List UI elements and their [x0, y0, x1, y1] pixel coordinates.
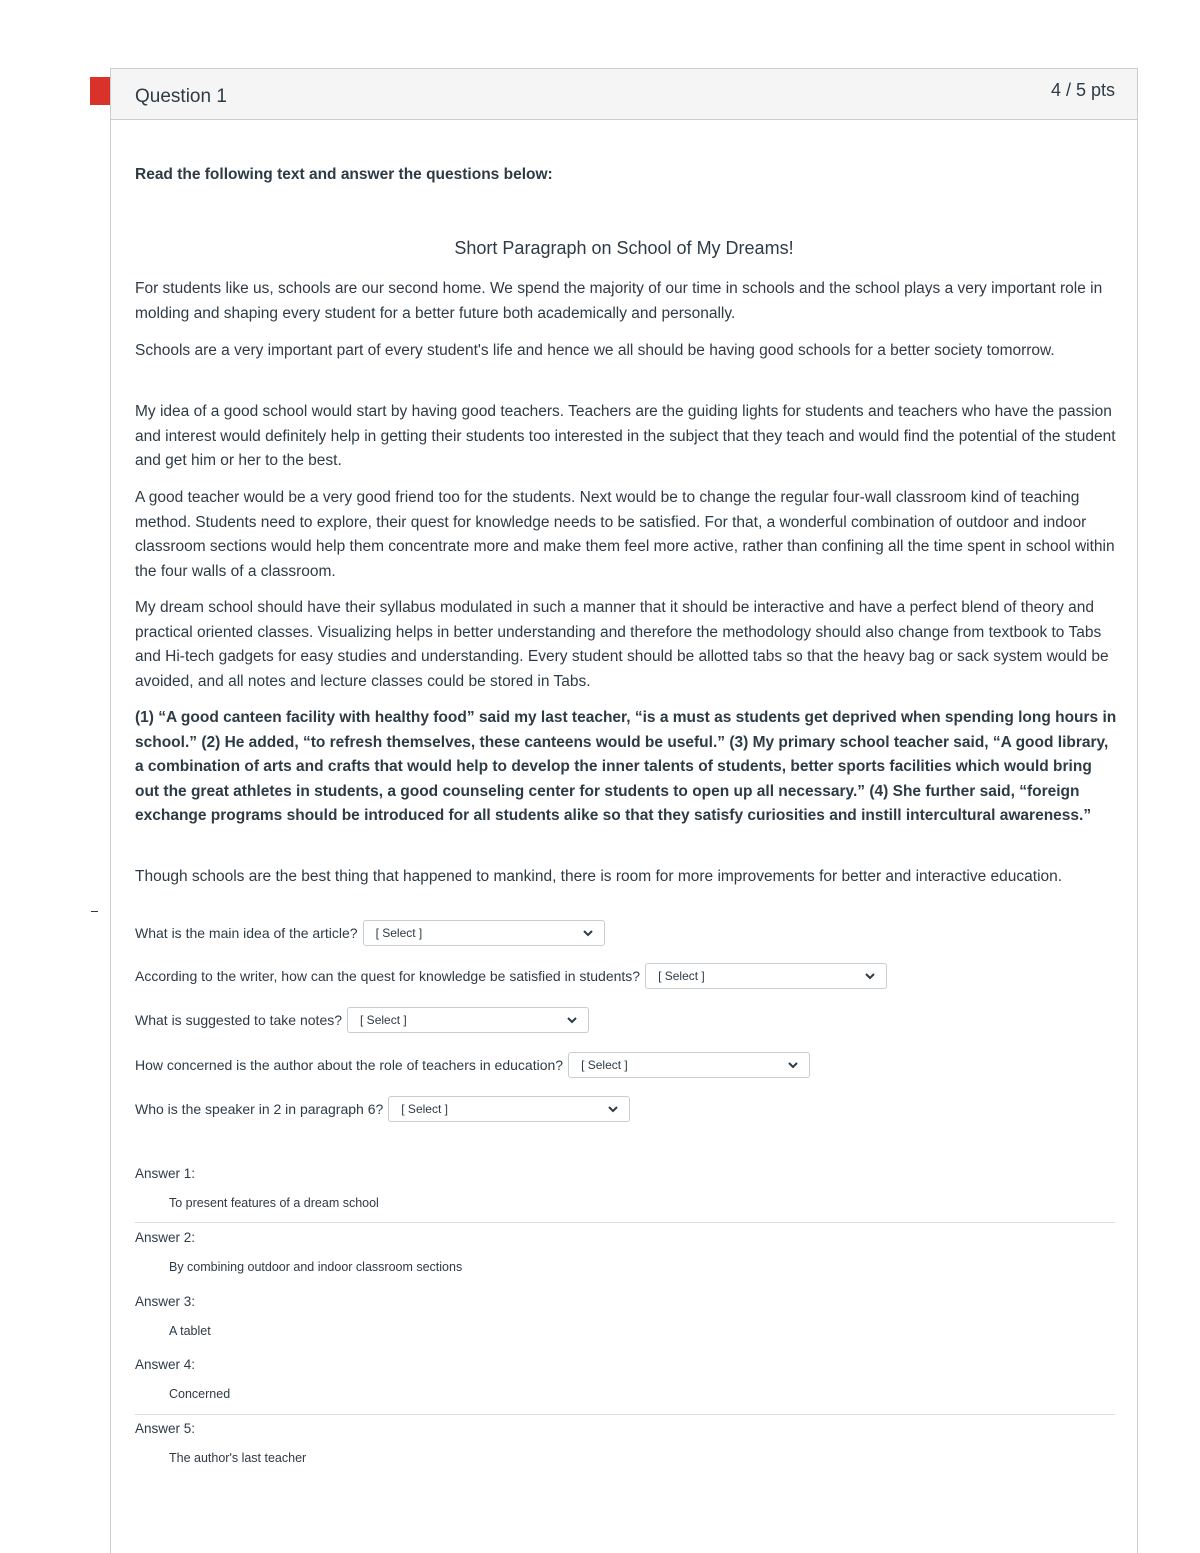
answer-divider	[135, 1414, 1115, 1415]
article-title: Short Paragraph on School of My Dreams!	[454, 238, 794, 258]
answer-select-5[interactable]	[388, 1096, 630, 1122]
answer-select-3[interactable]	[347, 1007, 589, 1033]
question-title: Question 1	[135, 86, 227, 107]
instructions: Read the following text and answer the questions below:	[135, 166, 553, 183]
question-row-5	[135, 1096, 630, 1122]
answer-value-2: By combining outdoor and indoor classroom sections	[169, 1260, 463, 1274]
answer-value-3: A tablet	[169, 1324, 211, 1338]
chevron-down-icon	[864, 970, 876, 982]
question-header	[111, 69, 1137, 120]
question-row-3	[135, 1007, 589, 1033]
select-value: [ Select ]	[581, 1058, 628, 1072]
answer-label-3: Answer 3:	[135, 1294, 196, 1309]
question-text: Who is the speaker in 2 in paragraph 6?	[135, 1101, 384, 1117]
article-paragraph-2: Schools are a very important part of every student's life and hence we all should be having good schools for a better society tomorrow.	[135, 342, 1055, 359]
answer-label-2: Answer 2:	[135, 1230, 196, 1245]
chevron-down-icon	[787, 1059, 799, 1071]
answer-value-5: The author's last teacher	[169, 1451, 307, 1465]
question-row-4	[135, 1052, 810, 1078]
answer-label-1: Answer 1:	[135, 1166, 196, 1181]
select-value: [ Select ]	[401, 1102, 448, 1116]
question-row-2	[135, 963, 887, 989]
chevron-down-icon	[566, 1014, 578, 1026]
select-value: [ Select ]	[360, 1013, 407, 1027]
margin-mark	[91, 911, 98, 912]
question-text: How concerned is the author about the role of teachers in education?	[135, 1057, 564, 1073]
article-paragraph-7: Though schools are the best thing that happened to mankind, there is room for more improvements for better and interactive education.	[135, 868, 1063, 885]
answer-value-1: To present features of a dream school	[169, 1196, 379, 1210]
answer-value-4: Concerned	[169, 1387, 231, 1401]
article-paragraph-6: (1) “A good canteen facility with healthy food” said my last teacher, “is a must as students get deprived when spending long hours in school.” (2) He added, “to refresh themselves, these canteens would be useful.” (3) My primary school teacher said, “A good library, a combination of arts and crafts that would help to develop the inner talents of students, better sports facilities which would bring out the great athletes in students, a good counseling center for students to open up all necessary.” (4) She further said, “foreign exchange programs should be introduced for all students alike so that they satisfy curiosities and instill intercultural awareness.”	[135, 709, 1117, 824]
article-paragraph-1: For students like us, schools are our second home. We spend the majority of our time in schools and the school plays a very important role in molding and shaping every student for a better future both academically and personally.	[135, 280, 1103, 322]
question-row-1	[135, 920, 605, 946]
answer-divider	[135, 1222, 1115, 1223]
answer-label-5: Answer 5:	[135, 1421, 196, 1436]
article-paragraph-3: My idea of a good school would start by having good teachers. Teachers are the guiding lights for students and teachers who have the passion and interest would definitely help in getting their students too interested in the subject that they teach and would find the potential of the student and get him or her to the best.	[135, 403, 1116, 469]
answer-select-4[interactable]	[568, 1052, 810, 1078]
answer-select-2[interactable]	[645, 963, 887, 989]
question-points: 4 / 5 pts	[1050, 80, 1115, 100]
chevron-down-icon	[607, 1103, 619, 1115]
answer-select-1[interactable]	[363, 920, 605, 946]
question-text: What is the main idea of the article?	[135, 925, 358, 941]
question-card	[110, 68, 1138, 1553]
answer-label-4: Answer 4:	[135, 1357, 196, 1372]
select-value: [ Select ]	[658, 969, 705, 983]
article-paragraph-5: My dream school should have their syllabus modulated in such a manner that it should be interactive and have a perfect blend of theory and practical oriented classes. Visualizing helps in better understanding and therefore the methodology should also change from textbook to Tabs and Hi-tech gadgets for easy studies and understanding. Every student should be allotted tabs so that the heavy bag or sack system would be avoided, and all notes and lecture classes could be stored in Tabs.	[135, 599, 1109, 690]
article-paragraph-4: A good teacher would be a very good friend too for the students. Next would be to change the regular four-wall classroom kind of teaching method. Students need to explore, their quest for knowledge needs to be satisfied. For that, a wonderful combination of outdoor and indoor classroom sections would help them concentrate more and make them feel more active, rather than confining all the time spent in school within the four walls of a classroom.	[135, 489, 1115, 580]
chevron-down-icon	[582, 927, 594, 939]
question-text: According to the writer, how can the quest for knowledge be satisfied in students?	[135, 968, 641, 984]
question-text: What is suggested to take notes?	[135, 1012, 343, 1028]
select-value: [ Select ]	[375, 926, 423, 940]
